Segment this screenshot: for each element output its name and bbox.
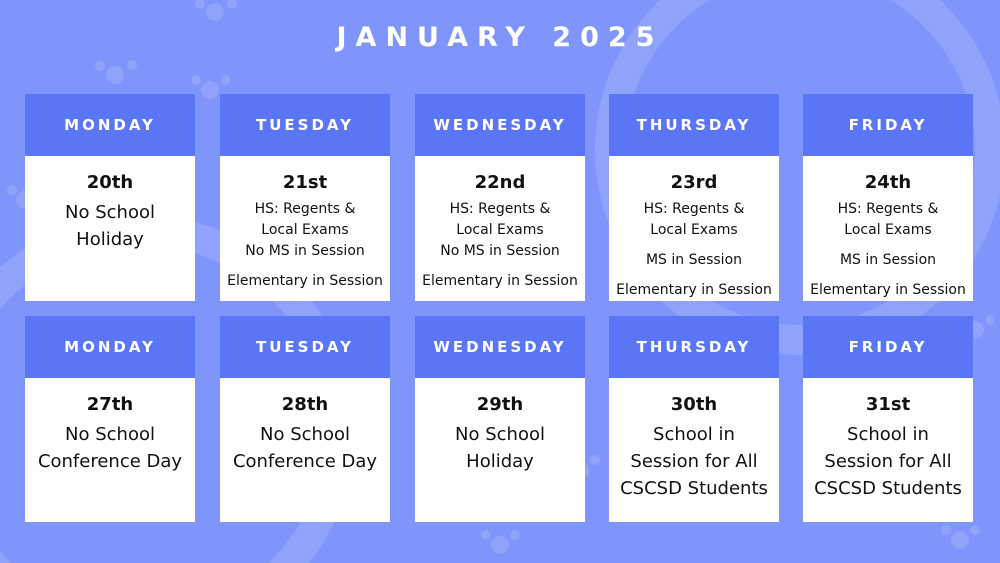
day-note-line: MS in Session	[645, 252, 743, 268]
day-card-friday-31st	[803, 316, 973, 522]
day-note-line: Local Exams	[650, 222, 738, 238]
day-card-thursday-30th	[609, 316, 779, 522]
day-note-line: Elementary in Session	[810, 282, 966, 298]
day-card-monday-27th	[25, 316, 195, 522]
day-note-line: Elementary in Session	[227, 273, 383, 289]
day-name: FRIDAY	[803, 316, 973, 378]
day-name: WEDNESDAY	[415, 316, 585, 378]
day-card-friday-24th	[803, 94, 973, 301]
day-card-monday-20th	[25, 94, 195, 301]
day-note-line: HS: Regents &	[837, 201, 939, 217]
day-details	[220, 378, 390, 522]
day-date: 22nd	[474, 172, 526, 193]
day-note-line: Local Exams	[456, 222, 544, 238]
day-card-tuesday-21st	[220, 94, 390, 301]
day-name: MONDAY	[25, 94, 195, 156]
day-name: WEDNESDAY	[415, 94, 585, 156]
day-details	[609, 156, 779, 301]
day-date: 31st	[865, 394, 911, 415]
day-note-line: Holiday	[466, 451, 534, 472]
day-note-line: HS: Regents &	[449, 201, 551, 217]
day-note-line: No School	[260, 424, 350, 445]
day-note-line: No School	[65, 202, 155, 223]
day-date: 28th	[281, 394, 329, 415]
day-date: 29th	[476, 394, 524, 415]
day-details	[803, 156, 973, 301]
day-name: TUESDAY	[220, 316, 390, 378]
day-note-line: School in	[847, 424, 929, 445]
day-note-line: School in	[653, 424, 735, 445]
day-card-wednesday-22nd	[415, 94, 585, 301]
day-details	[220, 156, 390, 301]
day-note-line: No MS in Session	[245, 243, 365, 259]
day-date: 27th	[86, 394, 134, 415]
day-note-line: HS: Regents &	[643, 201, 745, 217]
day-details	[415, 378, 585, 522]
day-date: 23rd	[670, 172, 718, 193]
day-note-line: HS: Regents &	[254, 201, 356, 217]
day-details	[25, 156, 195, 301]
day-details	[803, 378, 973, 522]
day-note-line: Conference Day	[232, 451, 378, 472]
day-note-line: Conference Day	[37, 451, 183, 472]
day-note-line: Holiday	[76, 229, 144, 250]
day-details	[609, 378, 779, 522]
day-date: 21st	[282, 172, 328, 193]
day-name: THURSDAY	[609, 94, 779, 156]
day-note-line: MS in Session	[839, 252, 937, 268]
day-note-line: Session for All	[824, 451, 952, 472]
day-card-tuesday-28th	[220, 316, 390, 522]
calendar-title: JANUARY 2025	[336, 22, 664, 53]
day-note-line: Elementary in Session	[616, 282, 772, 298]
day-details	[415, 156, 585, 301]
day-name: THURSDAY	[609, 316, 779, 378]
day-date: 30th	[670, 394, 718, 415]
day-name: FRIDAY	[803, 94, 973, 156]
day-note-line: No MS in Session	[440, 243, 560, 259]
day-note-line: Local Exams	[261, 222, 349, 238]
day-note-line: CSCSD Students	[814, 478, 962, 499]
day-note-line: Elementary in Session	[422, 273, 578, 289]
day-details	[25, 378, 195, 522]
day-name: MONDAY	[25, 316, 195, 378]
day-note-line: Local Exams	[844, 222, 932, 238]
day-date: 24th	[864, 172, 912, 193]
day-note-line: No School	[65, 424, 155, 445]
day-card-wednesday-29th	[415, 316, 585, 522]
day-card-thursday-23rd	[609, 94, 779, 301]
day-note-line: CSCSD Students	[620, 478, 768, 499]
day-name: TUESDAY	[220, 94, 390, 156]
day-note-line: No School	[455, 424, 545, 445]
day-date: 20th	[86, 172, 134, 193]
day-note-line: Session for All	[630, 451, 758, 472]
